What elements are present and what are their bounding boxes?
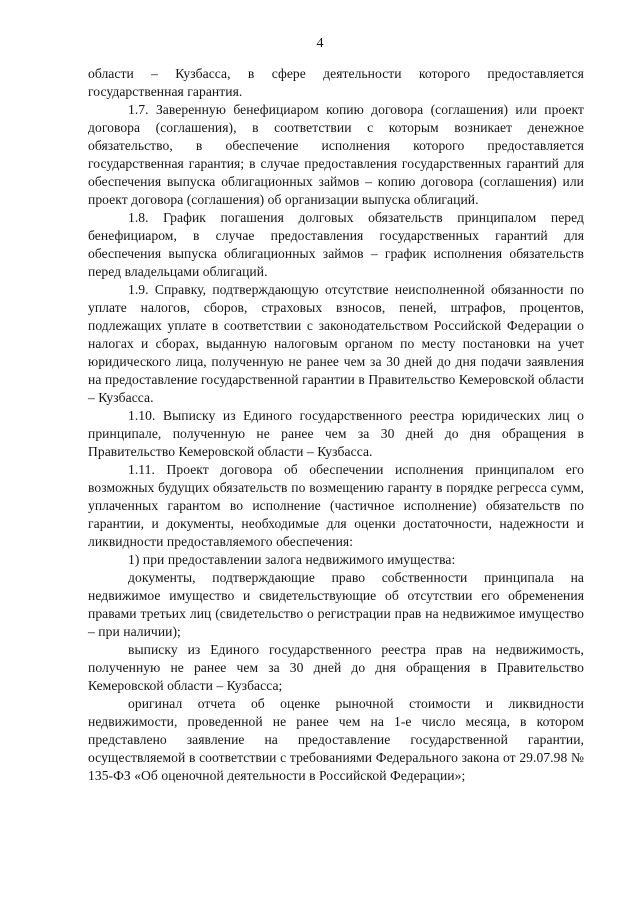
paragraph-ownership-documents: документы, подтверждающие право собственности принципала на недвижимое имущество и свидетельствующие об отсутствии его обременения правами третьих лиц (свидетельство о регистрации прав на недвижимое имущество – при наличии); xyxy=(88,570,584,639)
paragraph-valuation-report: оригинал отчета об оценке рыночной стоимости и ликвидности недвижимости, проведенной не ранее чем на 1-е число месяца, в котором представлено заявление на предоставление государственной гарантии, осуществляемой в соответствии с требованиями Федерального закона от 29.07.98 № 135-ФЗ «Об оценочной деятельности в Российской Федерации»; xyxy=(88,696,584,783)
paragraph-1-9: 1.9. Справку, подтверждающую отсутствие неисполненной обязанности по уплате налогов, сборов, страховых взносов, пеней, штрафов, процентов, подлежащих уплате в соответствии с законодательством Российской Федерации о налогах и сборах, выданную налоговым органом по месту постановки на учет юридического лица, полученную не ранее чем за 30 дней до дня подачи заявления на предоставление государственной гарантии в Правительство Кемеровской области – Кузбасса. xyxy=(88,282,584,405)
paragraph-continuation: области – Кузбасса, в сфере деятельности которого предоставляется государственная гарантия. xyxy=(88,66,584,99)
document-body xyxy=(88,65,584,785)
paragraph-registry-extract: выписку из Единого государственного реестра прав на недвижимость, полученную не ранее чем за 30 дней до дня обращения в Правительство Кемеровской области – Кузбасса; xyxy=(88,642,584,693)
paragraph-1-11: 1.11. Проект договора об обеспечении исполнения принципалом его возможных будущих обязательств по возмещению гаранту в порядке регресса сумм, уплаченных гарантом во исполнение (частичное исполнение) обязательств по гарантии, и документы, необходимые для оценки достаточности, надежности и ликвидности предоставляемого обеспечения: xyxy=(88,462,584,549)
list-item-1: 1) при предоставлении залога недвижимого имущества: xyxy=(128,552,456,567)
paragraph-1-10: 1.10. Выписку из Единого государственного реестра юридических лиц о принципале, полученную не ранее чем за 30 дней до дня обращения в Правительство Кемеровской области – Кузбасса. xyxy=(88,408,584,459)
paragraph-1-8: 1.8. График погашения долговых обязательств принципалом перед бенефициаром, в случае предоставления государственных гарантий для обеспечения выпуска облигационных займов – график исполнения обязательств перед владельцами облигаций. xyxy=(88,210,584,279)
paragraph-1-7: 1.7. Заверенную бенефициаром копию договора (соглашения) или проект договора (соглашения), в соответствии с которым возникает денежное обязательство, в обеспечение исполнения которого предоставляется государственная гарантия; в случае предоставления государственных гарантий для обеспечения выпуска облигационных займов – копию договора (соглашения) или проект договора (соглашения) об организации выпуска облигаций. xyxy=(88,102,584,207)
page-number: 4 xyxy=(316,36,324,51)
